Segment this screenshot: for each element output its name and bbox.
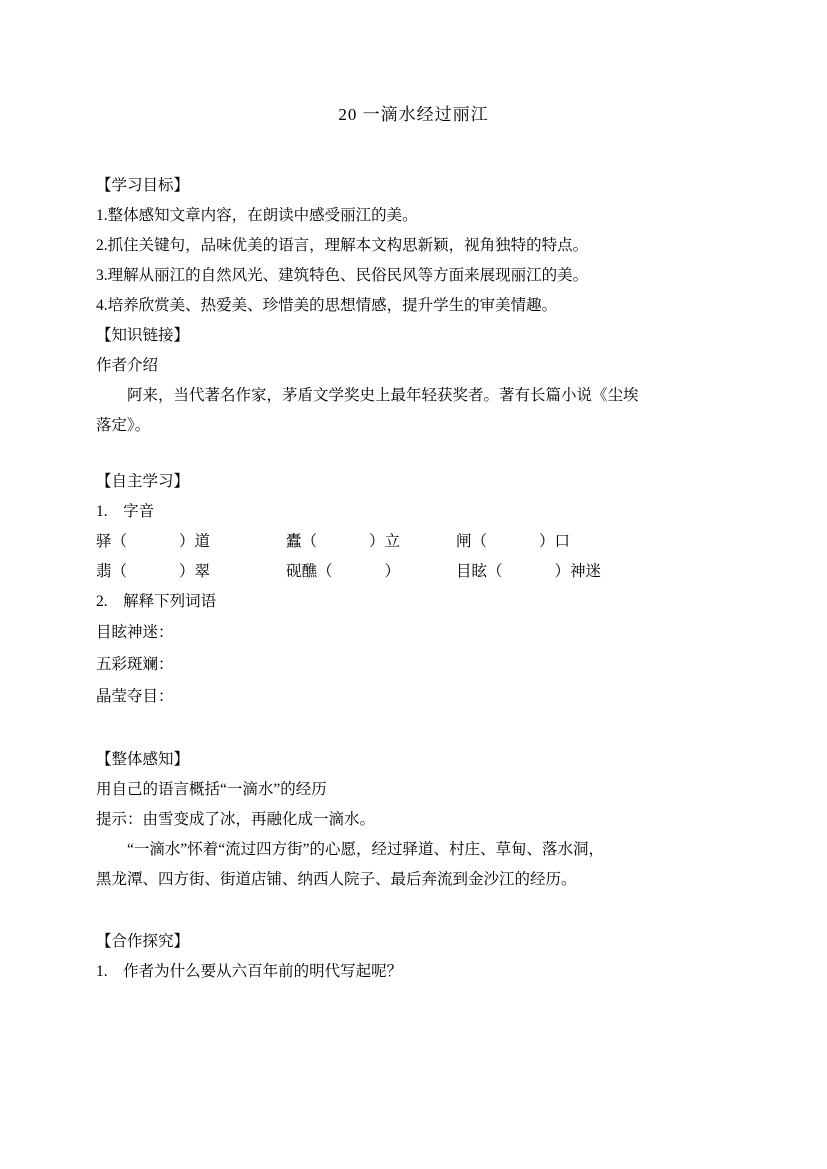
pinyin-suffix: 神迷	[570, 563, 602, 580]
spacer	[96, 441, 731, 467]
pinyin-cell-muxuanshenmi: 目眩（ ）神迷	[456, 563, 602, 580]
term-jingyingduomu: 晶莹夺目：	[96, 688, 174, 705]
pinyin-word: 目眩	[456, 563, 488, 580]
author-intro-subheading: 作者介绍	[96, 357, 159, 374]
overall-perception-prompt: 用自己的语言概括“一滴水”的经历	[96, 781, 327, 798]
term-muxuanshenmi: 目眩神迷：	[96, 624, 174, 641]
self-study-item-1-label: 1. 字音	[96, 503, 155, 520]
cooperative-inquiry-heading: 【合作探究】	[96, 933, 190, 950]
overall-perception-answer-line-1: “一滴水”怀着“流过四方街”的心愿，经过驿道、村庄、草甸、落水洞，	[127, 841, 605, 858]
section-knowledge-link	[96, 321, 731, 441]
page-title: 20 一滴水经过丽江	[338, 105, 489, 124]
pinyin-cell-yanjiao: 砚醮（ ）	[286, 563, 401, 580]
pinyin-word: 砚醮	[286, 563, 318, 580]
section-cooperative-inquiry	[96, 927, 731, 987]
pinyin-row-1	[96, 527, 731, 557]
section-overall-perception	[96, 745, 731, 895]
pinyin-cell-zhakou: 闸（ ）口	[456, 533, 571, 550]
section-objectives	[96, 171, 731, 321]
pinyin-word: 驿	[96, 533, 112, 550]
objective-item-2: 2.抓住关键句，品味优美的语言，理解本文构思新颖，视角独特的特点。	[96, 237, 589, 254]
cooperative-inquiry-question-1: 1. 作者为什么要从六百年前的明代写起呢？	[96, 963, 403, 980]
pinyin-suffix: 道	[194, 533, 211, 550]
pinyin-word: 闸	[456, 533, 472, 550]
overall-perception-answer-line-2: 黑龙潭、四方街、街道店铺、纳西人院子、最后奔流到金沙江的经历。	[96, 871, 577, 888]
pinyin-suffix: 翠	[194, 563, 211, 580]
term-wucaibanlan: 五彩斑斓：	[96, 656, 174, 673]
self-study-heading: 【自主学习】	[96, 473, 190, 490]
objectives-heading: 【学习目标】	[96, 177, 190, 194]
spacer	[96, 713, 731, 745]
knowledge-link-heading: 【知识链接】	[96, 327, 190, 344]
author-intro-line-1: 阿来，当代著名作家，茅盾文学奖史上最年轻获奖者。著有长篇小说《尘埃	[127, 387, 639, 404]
pinyin-cell-feicui: 翡（ ）翠	[96, 563, 211, 580]
objective-item-3: 3.理解从丽江的自然风光、建筑特色、民俗民风等方面来展现丽江的美。	[96, 267, 589, 284]
pinyin-word: 翡	[96, 563, 112, 580]
spacer	[96, 895, 731, 927]
pinyin-word: 蠹	[286, 533, 302, 550]
overall-perception-hint: 提示：由雪变成了冰，再融化成一滴水。	[96, 811, 376, 828]
objective-item-4: 4.培养欣赏美、热爱美、珍惜美的思想情感，提升学生的审美情趣。	[96, 297, 558, 314]
pinyin-suffix: 口	[554, 533, 571, 550]
self-study-item-2-label: 2. 解释下列词语	[96, 593, 217, 610]
section-self-study	[96, 467, 731, 713]
pinyin-row-2	[96, 557, 731, 587]
pinyin-suffix: 立	[384, 533, 401, 550]
author-intro-line-2: 落定》。	[96, 417, 151, 434]
objective-item-1: 1.整体感知文章内容，在朗读中感受丽江的美。	[96, 207, 418, 224]
overall-perception-heading: 【整体感知】	[96, 751, 190, 768]
pinyin-cell-duli: 蠹（ ）立	[286, 533, 401, 550]
pinyin-cell-yidao: 驿（ ）道	[96, 533, 211, 550]
